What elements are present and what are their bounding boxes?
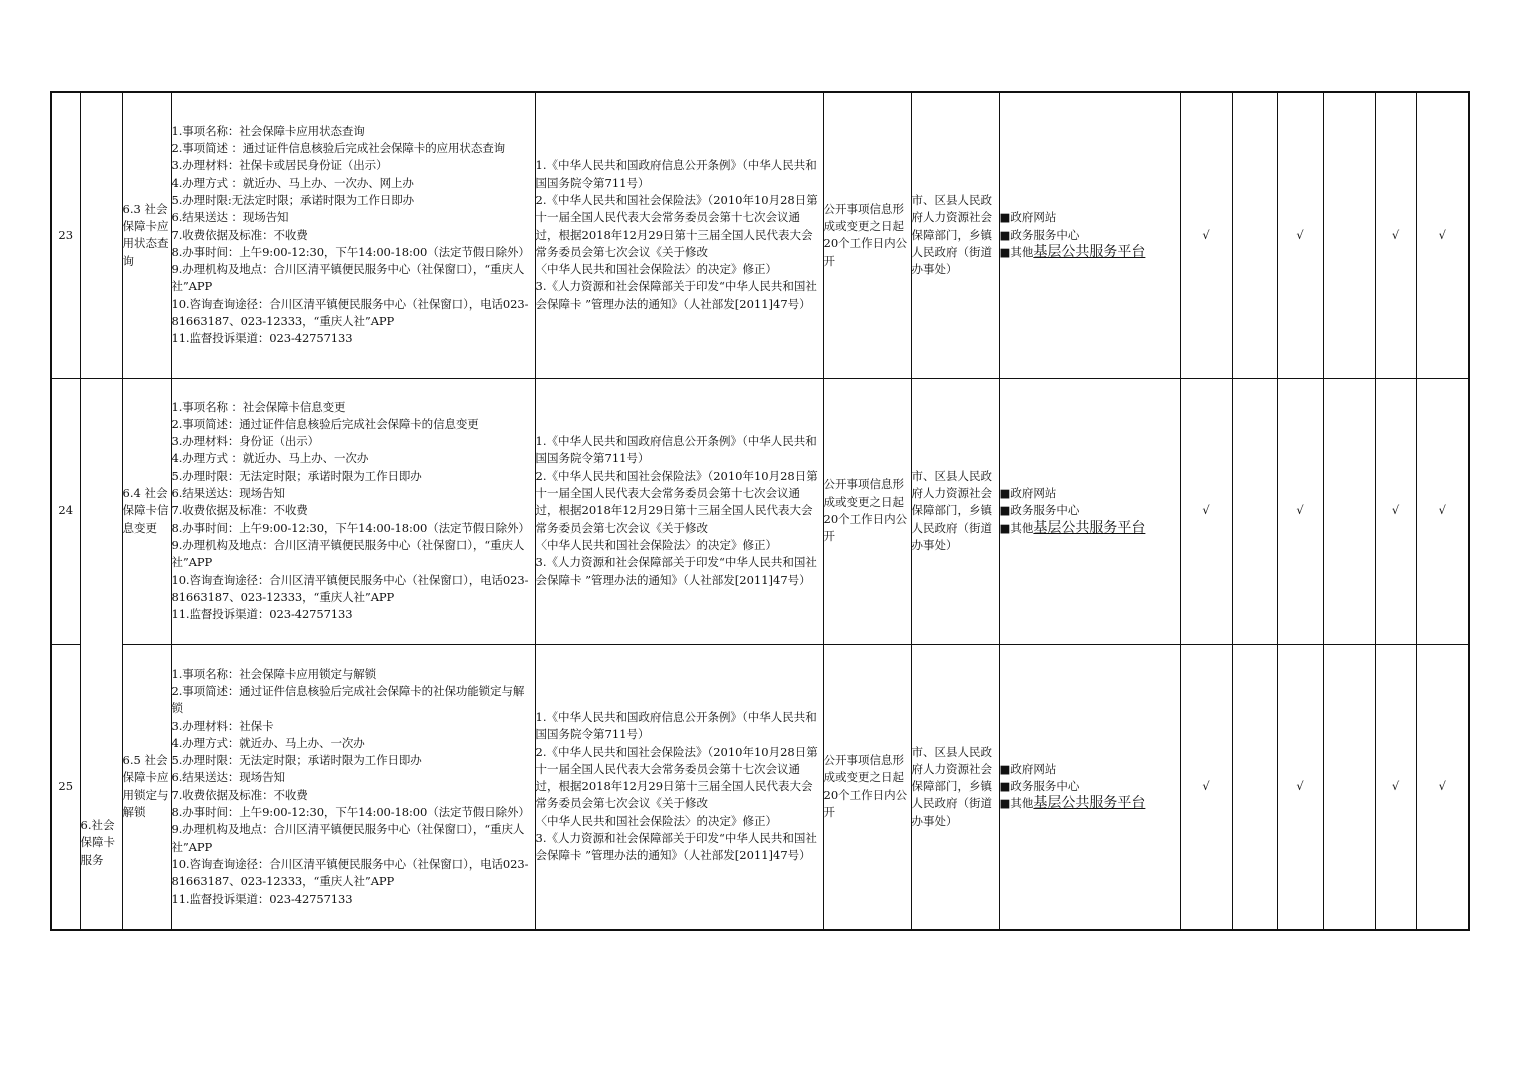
check-cell: √ (1375, 92, 1416, 378)
check-cell (1232, 92, 1277, 378)
check-cell: √ (1277, 378, 1323, 644)
disclosure-channel-cell (999, 644, 1180, 930)
row-number: 25 (51, 644, 80, 930)
row-number: 23 (51, 92, 80, 378)
disclosure-time-cell: 公开事项信息形成或变更之日起20个工作日内公开 (823, 92, 911, 378)
item-name-cell: 6.4 社会保障卡信息变更 (122, 378, 171, 644)
channel-website: ■政府网站 (999, 210, 1057, 225)
legal-basis-cell: 1.《中华人民共和国政府信息公开条例》（中华人民共和国国务院令第711号） 2.《中华人民共和国社会保险法》（2010年10月28日第十一届全国人民代表大会常务委员会第十七次会议通过，根据2018年12月29日第十三届全国人民代表大会常务委员会第七次会议《关于修改 〈中华人民共和国社会保险法〉的决定》修正） 3.《人力资源和社会保障部关于印发“中华人民共和国社会保障卡 ”管理办法的通知》（人社部发[2011]47号） (535, 378, 823, 644)
table-row (51, 378, 1469, 644)
check-cell (1323, 644, 1375, 930)
channel-service-center: ■政务服务中心 (999, 227, 1080, 242)
check-cell: √ (1277, 92, 1323, 378)
item-detail-cell: 1.事项名称：社会保障卡应用锁定与解锁 2.事项简述：通过证件信息核验后完成社会保障卡的社保功能锁定与解锁 3.办理材料：社保卡 4.办理方式：就近办、马上办、一次办 5.办理时限：无法定时限；承诺时限为工作日即办 6.结果送达：现场告知 7.收费依据及标准：不收费 8.办事时间：上午9:00-12:30，下午14:00-18:00（法定节假日除外） 9.办理机构及地点：合川区清平镇便民服务中心（社保窗口），“重庆人社”APP 10.咨询查询途径：合川区清平镇便民服务中心（社保窗口），电话023-81663187、023-12333，“重庆人社”APP 11.监督投诉渠道：023-42757133 (171, 644, 535, 930)
category-cell (80, 92, 122, 378)
check-cell: √ (1375, 378, 1416, 644)
check-cell: √ (1180, 378, 1232, 644)
item-detail-cell: 1.事项名称：社会保障卡应用状态查询 2.事项简述 ：通过证件信息核验后完成社会保障卡的应用状态查询 3.办理材料：社保卡或居民身份证（出示） 4.办理方式 ：就近办、马上办、一次办、网上办 5.办理时限:无法定时限；承诺时限为工作日即办 6.结果送达 ：现场告知 7.收费依据及标准：不收费 8.办事时间：上午9:00-12:30，下午14:00-18:00（法定节假日除外） 9.办理机构及地点：合川区清平镇便民服务中心（社保窗口），“重庆人社”APP 10.咨询查询途径：合川区清平镇便民服务中心（社保窗口），电话023-81663187、023-12333，“重庆人社”APP 11.监督投诉渠道：023-42757133 (171, 92, 535, 378)
legal-basis-cell: 1.《中华人民共和国政府信息公开条例》（中华人民共和国国务院令第711号） 2.《中华人民共和国社会保险法》（2010年10月28日第十一届全国人民代表大会常务委员会第十七次会议通过，根据2018年12月29日第十三届全国人民代表大会常务委员会第七次会议《关于修改 〈中华人民共和国社会保险法〉的决定》修正） 3.《人力资源和社会保障部关于印发“中华人民共和国社会保障卡 ”管理办法的通知》（人社部发[2011]47号） (535, 644, 823, 930)
check-cell: √ (1375, 644, 1416, 930)
check-cell: √ (1416, 92, 1469, 378)
channel-other-value: 基层公共服务平台 (1033, 243, 1146, 260)
check-cell (1323, 92, 1375, 378)
item-name-cell: 6.5 社会保障卡应用锁定与解锁 (122, 644, 171, 930)
check-cell: √ (1416, 644, 1469, 930)
check-cell: √ (1277, 644, 1323, 930)
disclosure-time-cell: 公开事项信息形成或变更之日起20个工作日内公开 (823, 644, 911, 930)
check-cell (1232, 644, 1277, 930)
check-cell: √ (1180, 644, 1232, 930)
disclosure-channel-cell (999, 378, 1180, 644)
check-cell: √ (1180, 92, 1232, 378)
disclosure-time-cell: 公开事项信息形成或变更之日起20个工作日内公开 (823, 378, 911, 644)
disclosure-subject-cell: 市、区县人民政府人力资源社会保障部门，乡镇人民政府（街道办事处） (911, 644, 999, 930)
disclosure-table (50, 91, 1470, 931)
channel-other-value: 基层公共服务平台 (1033, 795, 1146, 812)
channel-website: ■政府网站 (999, 486, 1057, 501)
category-cell: 6.社会保障卡服务 (80, 378, 122, 930)
legal-basis-cell: 1.《中华人民共和国政府信息公开条例》（中华人民共和国国务院令第711号） 2.《中华人民共和国社会保险法》（2010年10月28日第十一届全国人民代表大会常务委员会第十七次会议通过，根据2018年12月29日第十三届全国人民代表大会常务委员会第七次会议《关于修改 〈中华人民共和国社会保险法〉的决定》修正） 3.《人力资源和社会保障部关于印发“中华人民共和国社会保障卡 ”管理办法的通知》（人社部发[2011]47号） (535, 92, 823, 378)
channel-service-center: ■政务服务中心 (999, 503, 1080, 518)
channel-other-value: 基层公共服务平台 (1033, 519, 1146, 536)
channel-other: ■其他基层公共服务平台 (999, 795, 1146, 812)
table-row (51, 92, 1469, 378)
channel-service-center: ■政务服务中心 (999, 779, 1080, 794)
check-cell (1323, 378, 1375, 644)
check-cell: √ (1416, 378, 1469, 644)
item-detail-cell: 1.事项名称 ：社会保障卡信息变更 2.事项简述：通过证件信息核验后完成社会保障卡的信息变更 3.办理材料：身份证（出示） 4.办理方式 ：就近办、马上办、一次办 5.办理时限：无法定时限；承诺时限为工作日即办 6.结果送达：现场告知 7.收费依据及标准：不收费 8.办事时间：上午9:00-12:30，下午14:00-18:00（法定节假日除外） 9.办理机构及地点：合川区清平镇便民服务中心（社保窗口），“重庆人社”APP 10.咨询查询途径：合川区清平镇便民服务中心（社保窗口），电话023-81663187、023-12333，“重庆人社”APP 11.监督投诉渠道：023-42757133 (171, 378, 535, 644)
disclosure-channel-cell (999, 92, 1180, 378)
channel-website: ■政府网站 (999, 761, 1057, 776)
channel-other: ■其他基层公共服务平台 (999, 243, 1146, 260)
check-cell (1232, 378, 1277, 644)
row-number: 24 (51, 378, 80, 644)
disclosure-subject-cell: 市、区县人民政府人力资源社会保障部门，乡镇人民政府（街道办事处） (911, 92, 999, 378)
disclosure-subject-cell: 市、区县人民政府人力资源社会保障部门，乡镇人民政府（街道办事处） (911, 378, 999, 644)
table-row (51, 644, 1469, 930)
channel-other: ■其他基层公共服务平台 (999, 519, 1146, 536)
item-name-cell: 6.3 社会保障卡应用状态查询 (122, 92, 171, 378)
